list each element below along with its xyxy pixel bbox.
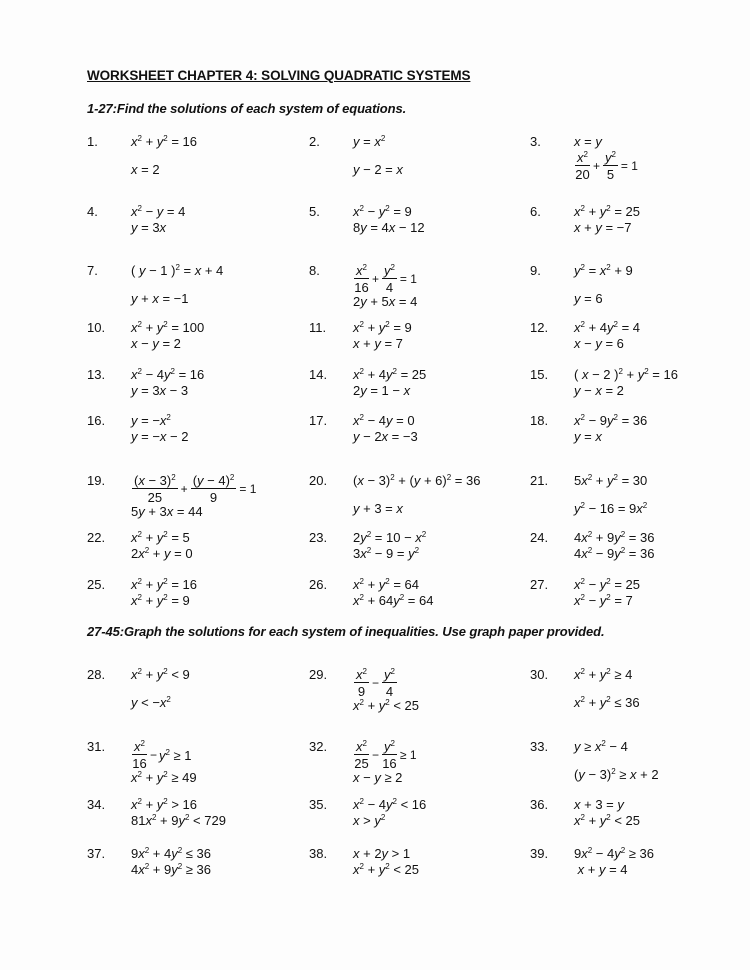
- problem-number: 16.: [87, 413, 106, 428]
- equation-system: $x^2 + y^2 = 5$ $2x^2 + y = 0$: [131, 530, 193, 561]
- equation-system: $x^2 + y^2 = 16$ $x^2 + y^2 = 9$: [131, 577, 198, 608]
- problem-number: 24.: [530, 530, 549, 545]
- inequality-system: $x^2 + y^2 \ge 4$ $x^2 + y^2 \le 36$: [574, 667, 640, 710]
- equation-line: x = 2: [131, 162, 160, 177]
- problem-number: 33.: [530, 739, 549, 754]
- problem-number: 32.: [309, 739, 328, 754]
- problem-number: 9.: [530, 263, 541, 278]
- equation-system: [131, 134, 197, 178]
- problem-number: 27.: [530, 577, 549, 592]
- problem-number: 34.: [87, 797, 106, 812]
- equation-system: $x^2 - y^2 = 25$ $x^2 - y^2 = 7$: [574, 577, 641, 608]
- equation-system: $4x^2 + 9y^2 = 36$ $4x^2 - 9y^2 = 36$: [574, 530, 655, 561]
- inequality-system: $x^2 + y^2 < 9$ $y < -x^2$: [131, 667, 190, 710]
- inequality-system: $x^2 + y^2 > 16$ $81x^2 + 9y^2 < 729$: [131, 797, 226, 828]
- problem-number: 17.: [309, 413, 328, 428]
- equation-system: $\frac{x^2}{16}$ + $\frac{y^2}{4}$ = 1 2y + 5x = 4: [353, 263, 418, 309]
- problem-number: 11.: [309, 320, 327, 335]
- equation-system: $x^2 + y^2 = 100$ x − y = 2: [131, 320, 205, 351]
- problem-number: 21.: [530, 473, 549, 488]
- section-heading-inequalities: 27-45:Graph the solutions for each system of inequalities. Use graph paper provided.: [87, 624, 605, 639]
- problem-number: 23.: [309, 530, 328, 545]
- problem-number: 36.: [530, 797, 549, 812]
- problem-number: 29.: [309, 667, 328, 682]
- equation-line: x = y: [574, 134, 602, 149]
- inequality-system: $y \ge x^2 - 4$ $(y - 3)^2 \ge x + 2$: [574, 739, 659, 782]
- inequality-system: $x^2 - 4y^2 < 16$ $x > y^2$: [353, 797, 427, 828]
- problem-number: 8.: [309, 263, 320, 278]
- equation-system: $x^2 + y^2 = 9$ x + y = 7: [353, 320, 412, 351]
- problem-number: 13.: [87, 367, 106, 382]
- inequality-system: $9x^2 - 4y^2 \ge 36$ x + y = 4: [574, 846, 655, 877]
- equation-system: $x^2 - 4y^2 = 16$ y = 3x − 3: [131, 367, 205, 398]
- inequality-system: x + 2y > 1 $x^2 + y^2 < 25$: [353, 846, 420, 877]
- problem-number: 10.: [87, 320, 106, 335]
- equation-system: [353, 134, 403, 178]
- problem-number: 3.: [530, 134, 541, 149]
- problem-number: 15.: [530, 367, 549, 382]
- equation-system: $x^2 + y^2 = 64$ $x^2 + 64y^2 = 64$: [353, 577, 434, 608]
- equation-system: ( x − 2 )$^2 + y^2 = 16$ y − x = 2: [574, 367, 678, 398]
- equation-line: y − 2 = x: [353, 162, 403, 177]
- problem-number: 39.: [530, 846, 549, 861]
- problem-number: 31.: [87, 739, 106, 754]
- equation-system: $(x - 3)^2 + (y + 6)^2 = 36$ y + 3 = x: [353, 473, 481, 516]
- equation-system: $y^2 = x^2 + 9$ y = 6: [574, 263, 633, 306]
- equation-system: [574, 134, 640, 184]
- inequality-system: x + 3 = y $x^2 + y^2 < 25$: [574, 797, 641, 828]
- problem-number: 30.: [530, 667, 549, 682]
- equation-system: $2y^2 = 10 - x^2$ $3x^2 - 9 = y^2$: [353, 530, 427, 561]
- equation-system: $x^2 + 4y^2 = 4$ x − y = 6: [574, 320, 640, 351]
- problem-number: 37.: [87, 846, 106, 861]
- inequality-system: $9x^2 + 4y^2 \le 36$ $4x^2 + 9y^2 \ge 36$: [131, 846, 212, 877]
- problem-number: 6.: [530, 204, 541, 219]
- inequality-system: $\frac{x^2}{9}$ − $\frac{y^2}{4}$ $x^2 + y^2 < 25$: [353, 667, 420, 713]
- equation-system: $x^2 - y^2 = 9$ 8y = 4x − 12: [353, 204, 425, 235]
- problem-number: 22.: [87, 530, 106, 545]
- equation-system: $x^2 - 9y^2 = 36$ y = x: [574, 413, 648, 444]
- problem-number: 14.: [309, 367, 328, 382]
- problem-number: 26.: [309, 577, 328, 592]
- problem-number: 7.: [87, 263, 98, 278]
- equation-line: $y = x^2$: [353, 134, 386, 149]
- equation-system: $x^2 + y^2 = 25$ x + y = −7: [574, 204, 641, 235]
- problem-number: 2.: [309, 134, 320, 149]
- problem-number: 25.: [87, 577, 106, 592]
- inequality-system: $\frac{x^2}{25}$ − $\frac{y^2}{16}$ ≥ 1 x − y ≥ 2: [353, 739, 417, 785]
- problem-number: 19.: [87, 473, 106, 488]
- equation-line: $\frac{x^2}{20}$ + $\frac{y^2}{5}$ = 1: [575, 150, 638, 182]
- problem-number: 12.: [530, 320, 549, 335]
- equation-system: $x^2 - 4y = 0$ y − 2x = −3: [353, 413, 418, 444]
- equation-system: $\frac{(x - 3)^2}{25}$ + $\frac{(y - 4)^2}{9}$ = 1 5y + 3x = 44: [131, 473, 257, 519]
- equation-line: $x^2 + y^2 = 16$: [131, 134, 198, 149]
- worksheet-title: WORKSHEET CHAPTER 4: SOLVING QUADRATIC SYSTEMS: [87, 68, 471, 83]
- problem-number: 1.: [87, 134, 98, 149]
- problem-number: 20.: [309, 473, 328, 488]
- problem-number: 5.: [309, 204, 320, 219]
- equation-system: ( y − 1 )$^2$ = x + 4 y + x = −1: [131, 263, 224, 306]
- inequality-system: $\frac{x^2}{16}$ − $y^2 \ge 1$ $x^2 + y^2 \ge 49$: [131, 739, 197, 785]
- problem-number: 28.: [87, 667, 106, 682]
- equation-system: $5x^2 + y^2 = 30$ $y^2 - 16 = 9x^2$: [574, 473, 648, 516]
- problem-number: 38.: [309, 846, 328, 861]
- problem-number: 4.: [87, 204, 98, 219]
- equation-system: $x^2 - y = 4$ y = 3x: [131, 204, 186, 235]
- equation-system: $y = -x^2$ y = −x − 2: [131, 413, 189, 444]
- problem-number: 18.: [530, 413, 549, 428]
- section-heading-equations: 1-27:Find the solutions of each system of equations.: [87, 101, 407, 116]
- problem-number: 35.: [309, 797, 328, 812]
- equation-system: $x^2 + 4y^2 = 25$ 2y = 1 − x: [353, 367, 427, 398]
